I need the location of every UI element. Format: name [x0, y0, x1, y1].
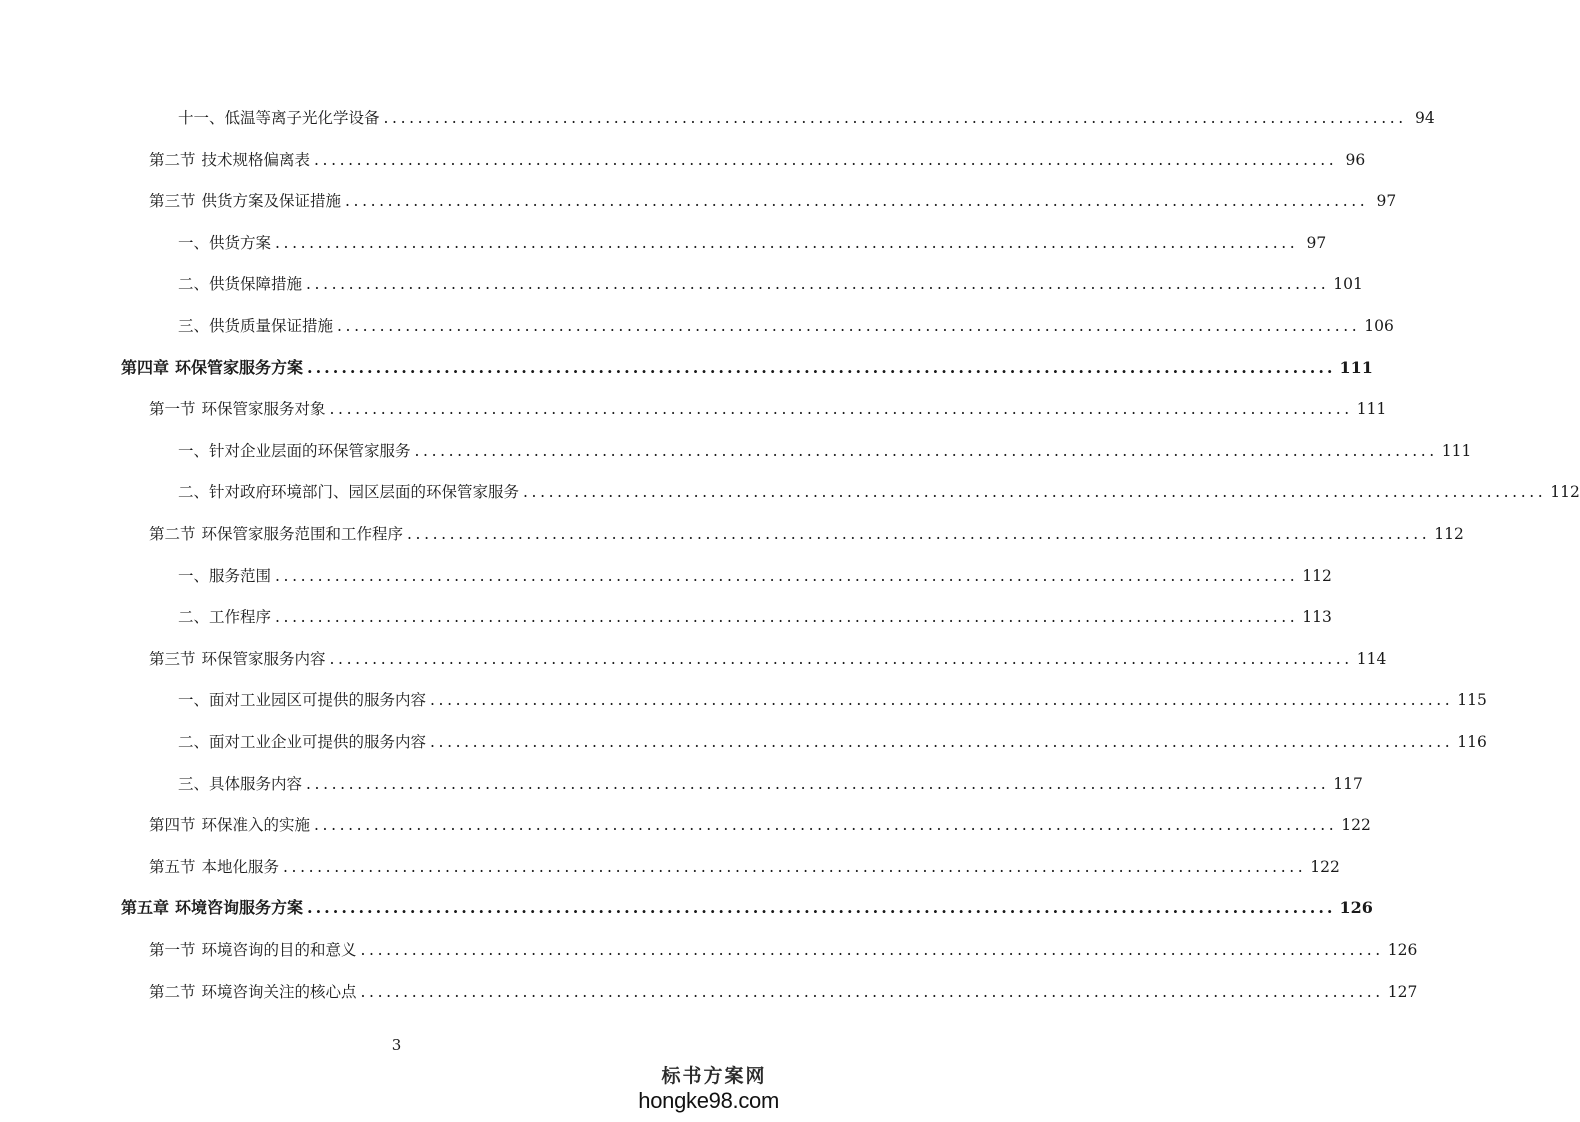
toc-chapter-entry[interactable] [121, 894, 1373, 918]
toc-section-entry[interactable] [149, 811, 1371, 835]
toc-entry-prefix: 第一节 [149, 400, 196, 418]
toc-entry-prefix: 第二节 [149, 525, 196, 543]
toc-dot-leader: ........................................................................................................................ [414, 442, 1438, 460]
toc-dot-leader: ........................................................................................................................ [306, 775, 1330, 793]
toc-entry-page: 113 [1302, 608, 1332, 626]
toc-dot-leader: ........................................................................................................................ [314, 151, 1338, 169]
toc-entry-page: 122 [1341, 816, 1371, 834]
toc-dot-leader: ........................................................................................................................ [329, 650, 1353, 668]
toc-entry-prefix: 十一、 [178, 109, 225, 127]
toc-entry-title: 环保管家服务内容 [201, 650, 326, 668]
toc-entry-page: 106 [1364, 317, 1394, 335]
toc-entry-prefix: 三、 [178, 775, 210, 793]
toc-dot-leader: ........................................................................................................................ [275, 567, 1299, 585]
toc-item-entry[interactable] [178, 270, 1363, 294]
toc-dot-leader: ........................................................................................................................ [275, 608, 1299, 626]
toc-item-entry[interactable] [178, 603, 1332, 627]
toc-entry-title: 环保管家服务对象 [201, 400, 326, 418]
toc-section-entry[interactable] [149, 187, 1397, 211]
toc-section-entry[interactable] [149, 645, 1387, 669]
toc-section-entry[interactable] [149, 520, 1464, 544]
toc-entry-page: 112 [1550, 483, 1580, 501]
watermark-url: hongke98.com [638, 1088, 779, 1113]
toc-dot-leader: ........................................................................................................................ [383, 109, 1407, 127]
toc-entry-prefix: 二、 [178, 733, 210, 751]
toc-entry-title: 本地化服务 [201, 858, 280, 876]
toc-entry-page: 115 [1457, 691, 1487, 709]
toc-item-entry[interactable] [178, 686, 1487, 710]
toc-entry-title: 供货质量保证措施 [209, 317, 334, 335]
toc-entry-title: 环境咨询关注的核心点 [201, 983, 357, 1001]
toc-entry-prefix: 第三节 [149, 650, 196, 668]
toc-section-entry[interactable] [149, 853, 1340, 877]
toc-dot-leader: ........................................................................................................................ [345, 192, 1369, 210]
toc-chapter-entry[interactable] [121, 354, 1373, 378]
toc-entry-prefix: 第三节 [149, 192, 196, 210]
toc-dot-leader: ........................................................................................................................ [337, 317, 1361, 335]
toc-entry-title: 环保准入的实施 [201, 816, 311, 834]
toc-item-entry[interactable] [178, 312, 1394, 336]
toc-dot-leader: ........................................................................................................................ [275, 234, 1299, 252]
toc-section-entry[interactable] [149, 978, 1418, 1002]
toc-entry-title: 供货方案 [209, 234, 272, 252]
toc-dot-leader: ........................................................................................................................ [307, 898, 1336, 917]
toc-entry-page: 114 [1356, 650, 1387, 668]
toc-entry-page: 116 [1457, 733, 1487, 751]
toc-dot-leader: ........................................................................................................................ [307, 358, 1336, 377]
toc-entry-title: 工作程序 [209, 608, 272, 626]
toc-entry-title: 供货保障措施 [209, 275, 303, 293]
toc-dot-leader: ........................................................................................................................ [523, 483, 1547, 501]
toc-entry-page: 111 [1441, 442, 1472, 460]
toc-entry-prefix: 第二节 [149, 983, 196, 1001]
toc-entry-page: 101 [1333, 275, 1363, 293]
toc-entry-title: 针对企业层面的环保管家服务 [209, 442, 411, 460]
toc-item-entry[interactable] [178, 229, 1327, 253]
toc-entry-prefix: 第一节 [149, 941, 196, 959]
toc-entry-prefix: 一、 [178, 442, 210, 460]
toc-item-entry[interactable] [178, 104, 1435, 128]
toc-entry-prefix: 一、 [178, 691, 210, 709]
toc-entry-prefix: 第四章 [121, 358, 170, 377]
toc-entry-prefix: 第四节 [149, 816, 196, 834]
toc-dot-leader: ........................................................................................................................ [430, 733, 1454, 751]
toc-entry-title: 环境咨询的目的和意义 [201, 941, 357, 959]
toc-item-entry[interactable] [178, 562, 1332, 586]
watermark-title: 标书方案网 [661, 1065, 767, 1087]
toc-entry-page: 111 [1339, 358, 1373, 377]
toc-dot-leader: ........................................................................................................................ [314, 816, 1338, 834]
toc-entry-title: 低温等离子光化学设备 [224, 109, 380, 127]
toc-entry-title: 具体服务内容 [209, 775, 303, 793]
toc-item-entry[interactable] [178, 478, 1580, 502]
toc-entry-prefix: 一、 [178, 234, 210, 252]
toc-item-entry[interactable] [178, 437, 1472, 461]
toc-section-entry[interactable] [149, 936, 1418, 960]
toc-entry-prefix: 二、 [178, 483, 210, 501]
toc-entry-page: 94 [1415, 109, 1435, 127]
toc-entry-title: 技术规格偏离表 [201, 151, 311, 169]
toc-section-entry[interactable] [149, 395, 1387, 419]
toc-dot-leader: ........................................................................................................................ [430, 691, 1454, 709]
toc-entry-title: 面对工业园区可提供的服务内容 [209, 691, 427, 709]
toc-entry-page: 112 [1302, 567, 1332, 585]
toc-entry-title: 面对工业企业可提供的服务内容 [209, 733, 427, 751]
toc-entry-prefix: 二、 [178, 608, 210, 626]
toc-entry-title: 环境咨询服务方案 [175, 898, 304, 917]
toc-entry-title: 环保管家服务范围和工作程序 [201, 525, 404, 543]
page-number: 3 [391, 1036, 402, 1054]
toc-entry-prefix: 第二节 [149, 151, 196, 169]
toc-dot-leader: ........................................................................................................................ [306, 275, 1330, 293]
toc-entry-prefix: 二、 [178, 275, 210, 293]
toc-dot-leader: ........................................................................................................................ [360, 941, 1384, 959]
toc-dot-leader: ........................................................................................................................ [360, 983, 1384, 1001]
toc-entry-prefix: 一、 [178, 567, 210, 585]
toc-section-entry[interactable] [149, 146, 1366, 170]
toc-entry-page: 112 [1434, 525, 1464, 543]
toc-entry-page: 126 [1339, 898, 1373, 917]
toc-entry-page: 111 [1356, 400, 1387, 418]
toc-entry-prefix: 第五章 [121, 898, 170, 917]
toc-dot-leader: ........................................................................................................................ [329, 400, 1353, 418]
toc-entry-page: 117 [1333, 775, 1363, 793]
toc-item-entry[interactable] [178, 728, 1487, 752]
toc-entry-page: 97 [1376, 192, 1397, 210]
toc-entry-page: 97 [1306, 234, 1327, 252]
toc-entry-title: 供货方案及保证措施 [201, 192, 342, 210]
watermark [629, 1061, 779, 1114]
toc-entry-page: 122 [1310, 858, 1340, 876]
toc-dot-leader: ........................................................................................................................ [407, 525, 1431, 543]
toc-item-entry[interactable] [178, 770, 1363, 794]
toc-entry-title: 环保管家服务方案 [175, 358, 304, 377]
toc-entry-page: 126 [1387, 941, 1418, 959]
toc-entry-title: 针对政府环境部门、园区层面的环保管家服务 [209, 483, 520, 501]
toc-dot-leader: ........................................................................................................................ [283, 858, 1307, 876]
toc-entry-prefix: 第五节 [149, 858, 196, 876]
toc-entry-title: 服务范围 [209, 567, 272, 585]
toc-entry-page: 127 [1387, 983, 1418, 1001]
toc-entry-prefix: 三、 [178, 317, 210, 335]
toc-entry-page: 96 [1345, 151, 1366, 169]
